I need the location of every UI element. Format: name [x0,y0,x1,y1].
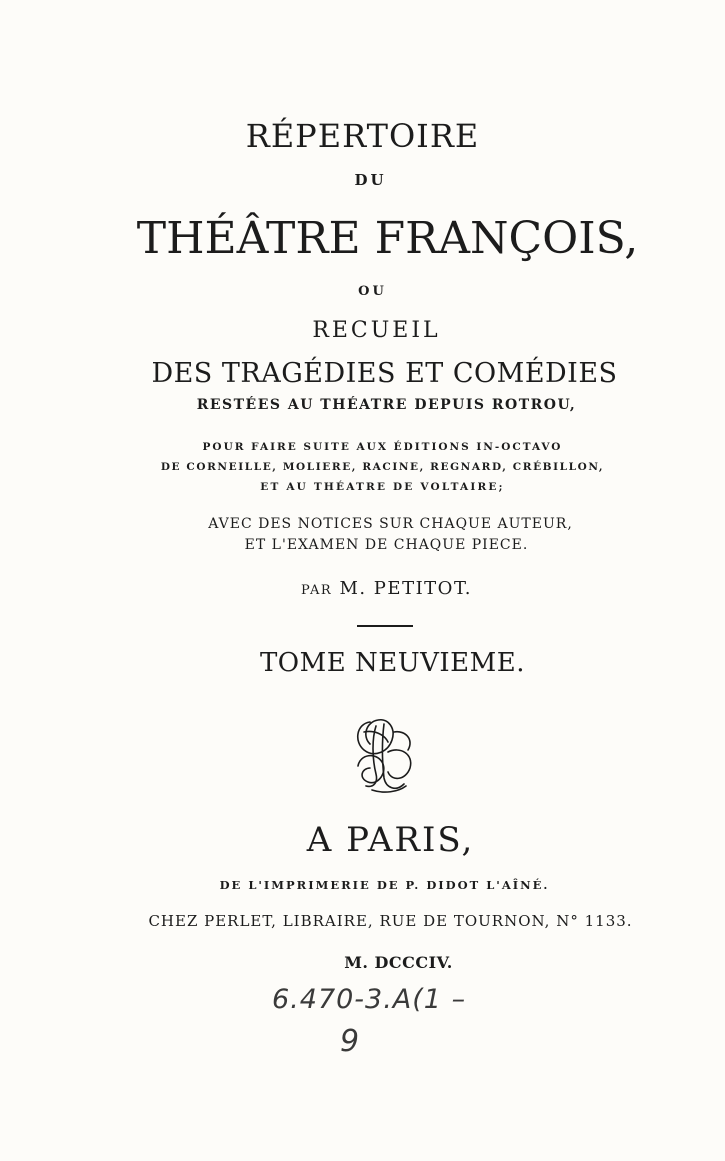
subtitle-examen: ET L'EXAMEN DE CHAQUE PIECE. [244,537,529,553]
title-repertoire: RÉPERTOIRE [245,117,480,155]
imprint-bookseller: CHEZ PERLET, LIBRAIRE, RUE DE TOURNON, N° 1133. [148,912,633,930]
subtitle-restees: RESTÉES AU THÉATRE DEPUIS ROTROU, [196,397,577,413]
imprint-year: M. DCCCIV. [344,953,453,972]
title-theatre-francois: THÉÂTRE FRANÇOIS, [136,213,639,264]
imprint-printer: DE L'IMPRIMERIE DE P. DIDOT L'AÎNÉ. [219,878,550,892]
monogram-ornament [348,712,420,796]
monogram-icon [348,712,420,796]
divider-rule [357,625,413,627]
author-prefix: PAR [300,583,333,598]
imprint-city: A PARIS, [306,820,475,860]
title-ou: OU [358,284,387,299]
handwritten-shelfmark: 6.470-3.A(1 – [272,984,467,1015]
subtitle-notices: AVEC DES NOTICES SUR CHAQUE AUTEUR, [208,516,573,532]
subtitle-voltaire: ET AU THÉATRE DE VOLTAIRE; [260,481,505,493]
handwritten-number: 9 [340,1024,360,1059]
subtitle-tragedies-comedies: DES TRAGÉDIES ET COMÉDIES [151,358,618,389]
author-line [24,580,725,598]
subtitle-recueil: RECUEIL [312,318,441,343]
title-du: DU [354,171,387,189]
subtitle-editions: POUR FAIRE SUITE AUX ÉDITIONS IN-OCTAVO [202,441,563,453]
author-name: M. PETITOT. [339,578,473,599]
subtitle-authors: DE CORNEILLE, MOLIERE, RACINE, REGNARD, CRÉBILLON, [160,461,605,473]
volume-title: TOME NEUVIEME. [259,648,526,678]
